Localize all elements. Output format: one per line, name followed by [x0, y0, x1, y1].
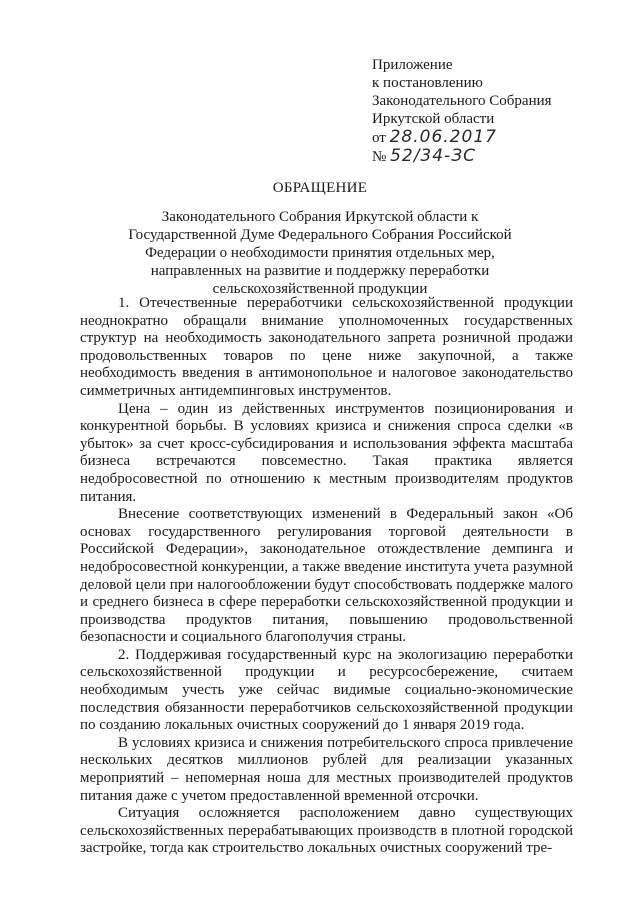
body-paragraph-1: 1. Отечественные переработчики сельскохозяйственной продукции неоднократно обращали внимание уполномоченных государственных структур на необходимость законодательного запрета розничной продажи продовольственных товаров по цене ниже закупочной, а также необходимость введения в антимонопольное и налоговое законодательство симметричных антидемпинговых инструментов.	[80, 295, 573, 399]
handwritten-number: 52/34-ЗС	[390, 146, 476, 166]
number-prefix: №	[372, 149, 387, 165]
body-paragraph-5: В условиях кризиса и снижения потребительского спроса привлечение нескольких десятков миллионов рублей для реализации указанных мероприятий – непомерная ноша для местных производителей продуктов питания даже с учетом предоставленной временной отсрочки.	[80, 734, 573, 804]
appendix-line-2: к постановлению	[372, 75, 483, 91]
body-paragraph-6: Ситуация осложняется расположением давно существующих сельскохозяйственных перерабатывающих производств в плотной городской застройке, тогда как строительство локальных очистных сооружений тре-	[80, 805, 573, 857]
document-title: ОБРАЩЕНИЕ	[272, 180, 368, 196]
document-subtitle: Законодательного Собрания Иркутской области к Государственной Думе Федерального Собрания Российской Федерации о необходимости принятия отдельных мер, направленных на развитие и поддержку переработки сельскохозяйственной продукции	[128, 209, 512, 297]
appendix-line-3: Законодательного Собрания	[372, 93, 552, 109]
appendix-block	[372, 56, 552, 166]
appendix-line-1: Приложение	[372, 57, 453, 73]
appendix-number-line	[372, 147, 552, 166]
date-prefix: от	[372, 130, 386, 146]
appendix-date-line	[372, 128, 552, 147]
body-paragraph-2: Цена – один из действенных инструментов позиционирования и конкурентной борьбы. В условиях кризиса и снижения спроса сделки «в убыток» за счет кросс-субсидирования и использования эффекта масштаба бизнеса встречаются повсеместно. Такая практика является недобросовестной по отношению к местным производителям продуктов питания.	[80, 400, 573, 505]
document-body	[80, 295, 573, 858]
body-paragraph-3: Внесение соответствующих изменений в Федеральный закон «Об основах государственного регулирования торговой деятельности в Российской Федерации», законодательное отождествление демпинга и недобросовестной конкуренции, а также введение института учета разумной деловой цели при налогообложении будут способствовать поддержке малого и среднего бизнеса в сфере переработки сельскохозяйственной продукции и производства продуктов питания, повышению продовольственной безопасности и социального благополучия страны.	[80, 506, 573, 646]
handwritten-date: 28.06.2017	[389, 127, 497, 147]
body-paragraph-4: 2. Поддерживая государственный курс на экологизацию переработки сельскохозяйственной продукции и ресурсосбережение, считаем необходимым учесть уже сейчас видимые социально-экономические последствия обязанности переработчиков сельскохозяйственной продукции по созданию локальных очистных сооружений до 1 января 2019 года.	[80, 646, 573, 734]
appendix-line-4: Иркутской области	[372, 111, 495, 127]
